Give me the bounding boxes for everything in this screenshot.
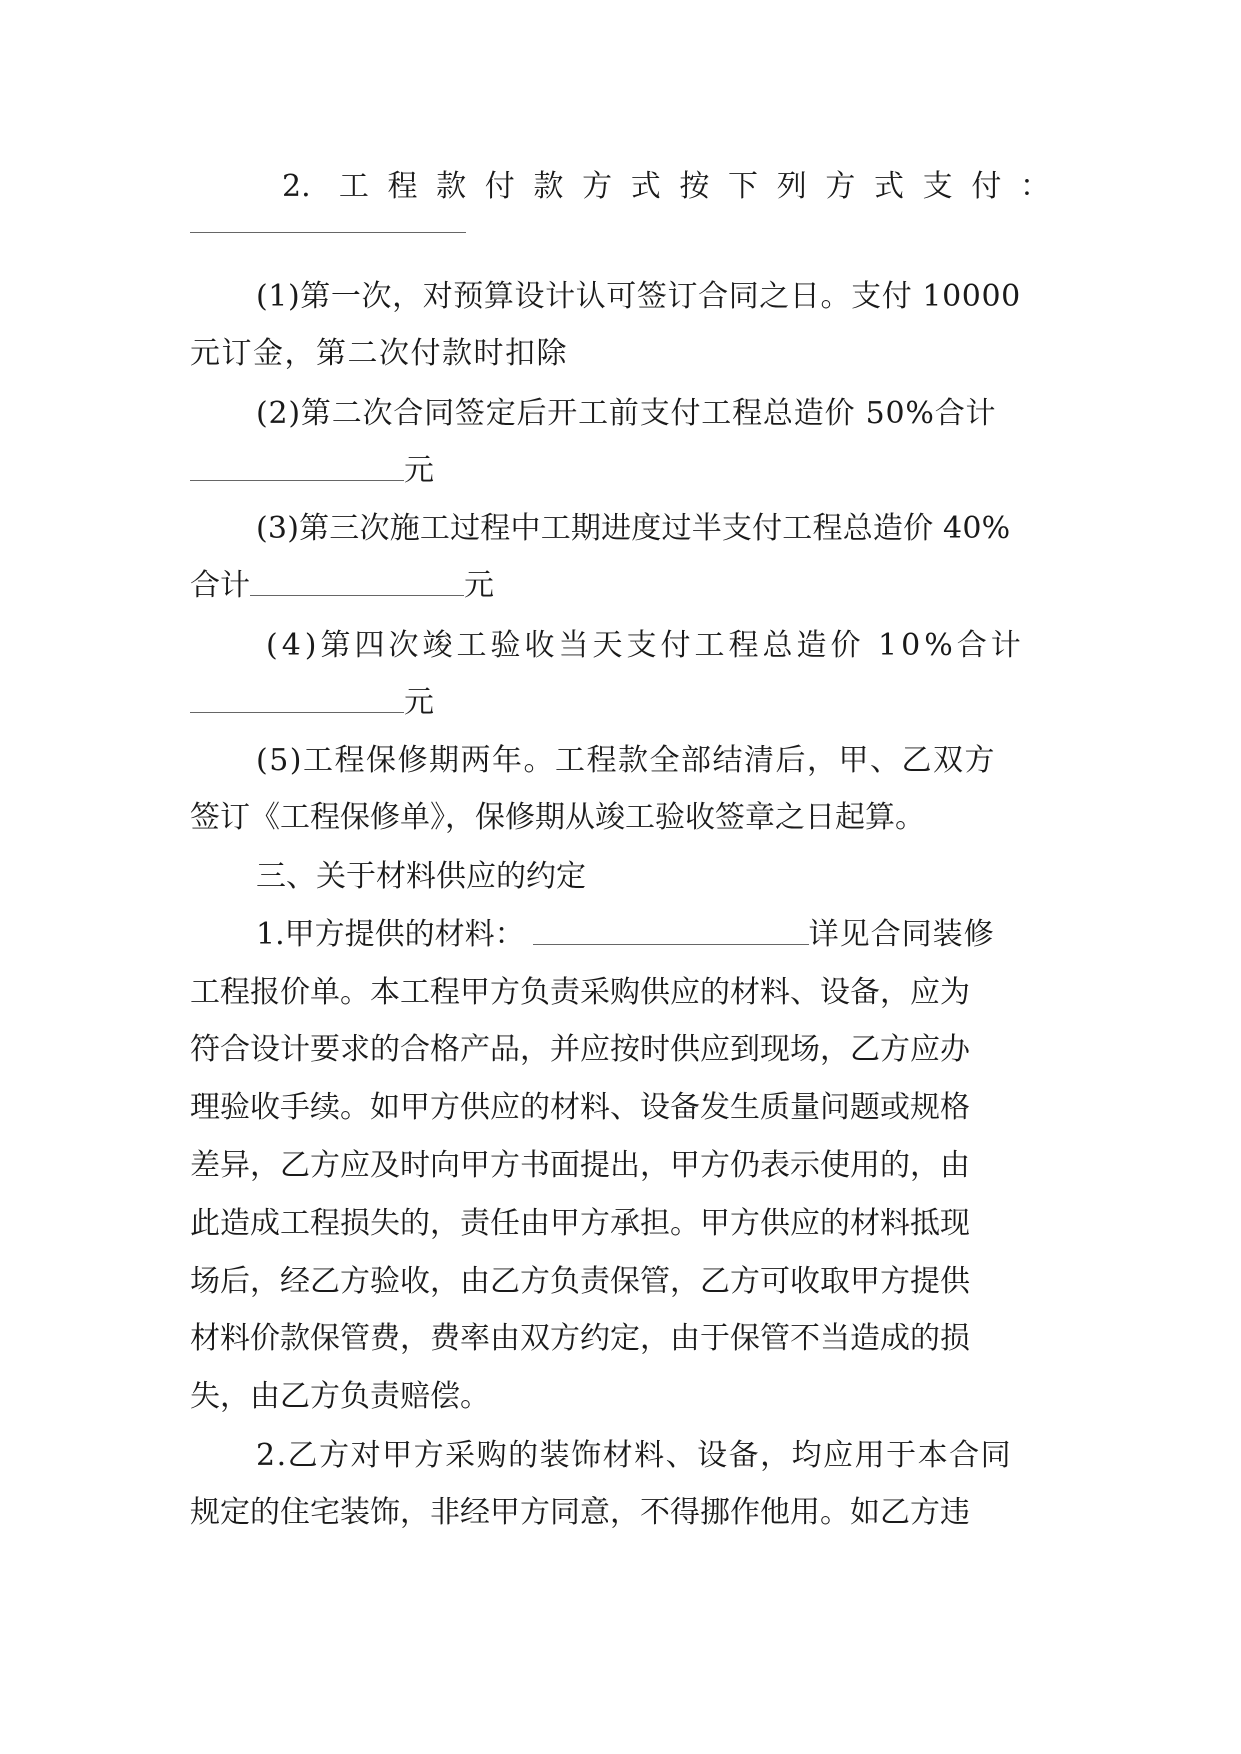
materials-clause-2-line-2: 规定的住宅装饰，非经甲方同意，不得挪作他用。如乙方违 [190,1495,970,1530]
payment-item-4-line-1: (4)第四次竣工验收当天支付工程总造价 10%合计 [266,628,1025,663]
materials-clause-1-line-3: 符合设计要求的合格产品，并应按时供应到现场，乙方应办 [190,1032,970,1067]
materials-clause-1-line-1 [256,906,1050,964]
payment-item-4-amount-blank [190,674,404,713]
payment-item-2-amount-row [190,442,1050,500]
payment-method-blank [190,232,466,233]
materials-clause-1-line-2: 工程报价单。本工程甲方负责采购供应的材料、设备，应为 [190,975,970,1010]
payment-item-1-line-2: 元订金，第二次付款时扣除 [190,336,568,371]
payment-item-3-amount-row [190,557,1050,615]
materials-clause-1-line-9: 失，由乙方负责赔偿。 [190,1379,490,1414]
materials-clause-1-line-6: 此造成工程损失的，责任由甲方承担。甲方供应的材料抵现 [190,1206,970,1241]
materials-clause-1-label: 1.甲方提供的材料： [256,917,525,952]
materials-clause-1-line-7: 场后，经乙方验收，由乙方负责保管，乙方可收取甲方提供 [190,1264,970,1299]
materials-clause-2-line-1: 2.乙方对甲方采购的装饰材料、设备，均应用于本合同 [256,1438,1013,1473]
payment-item-3-total-label: 合计 [190,568,250,603]
materials-clause-1-line-4: 理验收手续。如甲方供应的材料、设备发生质量问题或规格 [190,1090,970,1125]
materials-clause-1-line-5: 差异，乙方应及时向甲方书面提出，甲方仍表示使用的，由 [190,1148,970,1183]
payment-item-1-line-1: (1)第一次，对预算设计认可签订合同之日。支付 10000 [256,279,1021,314]
payment-item-2-line-1: (2)第二次合同签定后开工前支付工程总造价 50%合计 [256,396,997,431]
materials-section-heading: 三、关于材料供应的约定 [256,859,586,894]
payment-item-3-unit: 元 [464,568,494,603]
payment-item-2-unit: 元 [404,453,434,488]
payment-item-4-amount-row [190,674,1050,732]
payment-item-4-unit: 元 [404,685,434,720]
payment-item-5-line-1: (5)工程保修期两年。工程款全部结清后，甲、乙双方 [256,743,996,778]
payment-item-5-line-2: 签订《工程保修单》，保修期从竣工验收签章之日起算。 [190,800,925,835]
materials-clause-1-blank [533,906,809,945]
payment-item-2-amount-blank [190,442,404,481]
payment-method-heading: 2. 工程款付款方式按下列方式支付： [282,169,1050,204]
payment-item-3-line-1: (3)第三次施工过程中工期进度过半支付工程总造价 40% [256,511,1011,546]
materials-clause-1-reference: 详见合同装修 [808,917,995,952]
payment-item-3-amount-blank [250,557,464,596]
materials-clause-1-line-8: 材料价款保管费，费率由双方约定，由于保管不当造成的损 [190,1321,970,1356]
